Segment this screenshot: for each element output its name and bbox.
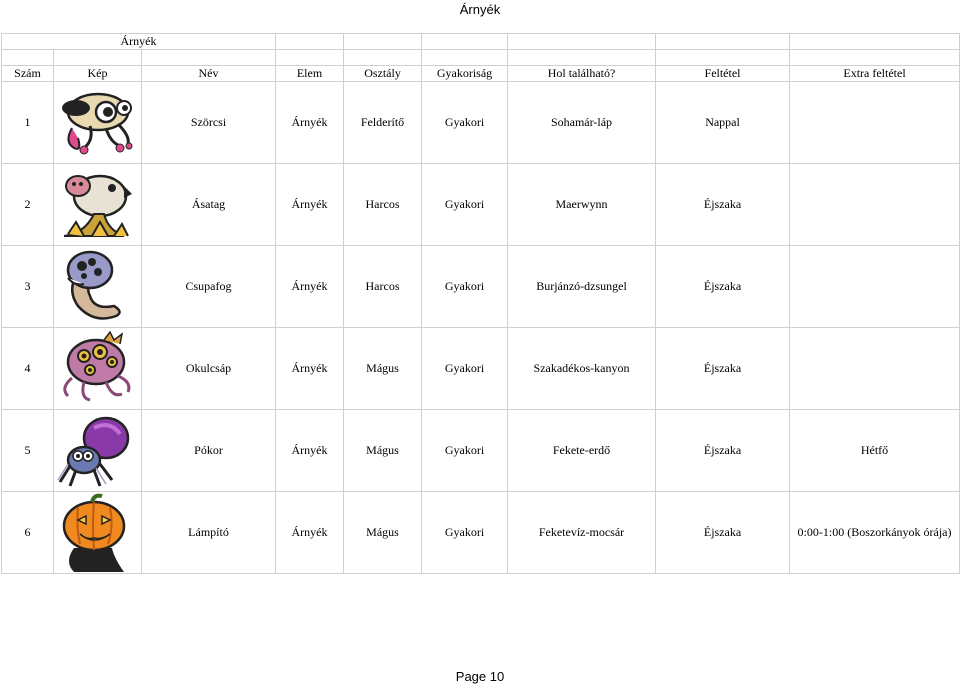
header-cell-extra: Extra feltétel [790, 66, 960, 82]
condition-cell: Nappal [656, 82, 790, 164]
num-cell: 6 [2, 492, 54, 574]
image-cell [54, 492, 142, 574]
location-cell: Sohamár-láp [508, 82, 656, 164]
rarity-cell: Gyakori [422, 164, 508, 246]
element-cell: Árnyék [276, 246, 344, 328]
worm-creature-icon [54, 246, 136, 328]
element-cell: Árnyék [276, 164, 344, 246]
table-row [2, 246, 960, 328]
header-cell-szam: Szám [2, 66, 54, 82]
num-cell: 1 [2, 82, 54, 164]
header-cell-kep: Kép [54, 66, 142, 82]
condition-cell: Éjszaka [656, 164, 790, 246]
location-cell: Feketevíz-mocsár [508, 492, 656, 574]
name-cell: Szörcsi [142, 82, 276, 164]
image-cell [54, 82, 142, 164]
num-cell: 4 [2, 328, 54, 410]
name-cell: Lámpító [142, 492, 276, 574]
header-cell-gyakorisag: Gyakoriság [422, 66, 508, 82]
rarity-cell: Gyakori [422, 328, 508, 410]
class-cell: Felderítő [344, 82, 422, 164]
purple-spider-icon [54, 410, 136, 492]
name-cell: Ásatag [142, 164, 276, 246]
class-cell: Harcos [344, 164, 422, 246]
image-cell [54, 410, 142, 492]
table-row [2, 164, 960, 246]
name-cell: Pókor [142, 410, 276, 492]
table-row [2, 410, 960, 492]
many-eyed-octopus-icon [54, 328, 136, 410]
header-cell-nev: Név [142, 66, 276, 82]
extra-cell [790, 328, 960, 410]
rarity-cell: Gyakori [422, 82, 508, 164]
header-cell-feltetel: Feltétel [656, 66, 790, 82]
extra-cell [790, 164, 960, 246]
location-cell: Szakadékos-kanyon [508, 328, 656, 410]
rarity-cell: Gyakori [422, 410, 508, 492]
element-cell: Árnyék [276, 492, 344, 574]
element-cell: Árnyék [276, 328, 344, 410]
page-footer: Page 10 [455, 669, 505, 684]
table-row [2, 328, 960, 410]
condition-cell: Éjszaka [656, 410, 790, 492]
header-cell-elem: Elem [276, 66, 344, 82]
class-cell: Mágus [344, 492, 422, 574]
location-cell: Burjánzó-dzsungel [508, 246, 656, 328]
image-cell [54, 328, 142, 410]
num-cell: 2 [2, 164, 54, 246]
num-cell: 5 [2, 410, 54, 492]
extra-cell: Hétfő [790, 410, 960, 492]
table-title: Árnyék [2, 34, 276, 50]
rarity-cell: Gyakori [422, 492, 508, 574]
element-cell: Árnyék [276, 82, 344, 164]
num-cell: 3 [2, 246, 54, 328]
header-cell-hol: Hol található? [508, 66, 656, 82]
table-row [2, 82, 960, 164]
condition-cell: Éjszaka [656, 492, 790, 574]
pig-seed-creature-icon [54, 164, 136, 246]
extra-cell: 0:00-1:00 (Boszorkányok órája) [790, 492, 960, 574]
pumpkin-ghost-icon [54, 492, 136, 574]
frog-creature-icon [54, 82, 136, 164]
element-cell: Árnyék [276, 410, 344, 492]
creature-table [1, 33, 960, 574]
rarity-cell: Gyakori [422, 246, 508, 328]
extra-cell [790, 246, 960, 328]
class-cell: Harcos [344, 246, 422, 328]
image-cell [54, 246, 142, 328]
header-row [2, 66, 960, 82]
table-row [2, 492, 960, 574]
extra-cell [790, 82, 960, 164]
location-cell: Fekete-erdő [508, 410, 656, 492]
blank-row [2, 50, 960, 66]
title-row [2, 34, 960, 50]
name-cell: Csupafog [142, 246, 276, 328]
header-cell-osztaly: Osztály [344, 66, 422, 82]
page-header: Árnyék [459, 2, 501, 17]
name-cell: Okulcsáp [142, 328, 276, 410]
condition-cell: Éjszaka [656, 328, 790, 410]
class-cell: Mágus [344, 410, 422, 492]
condition-cell: Éjszaka [656, 246, 790, 328]
location-cell: Maerwynn [508, 164, 656, 246]
class-cell: Mágus [344, 328, 422, 410]
image-cell [54, 164, 142, 246]
